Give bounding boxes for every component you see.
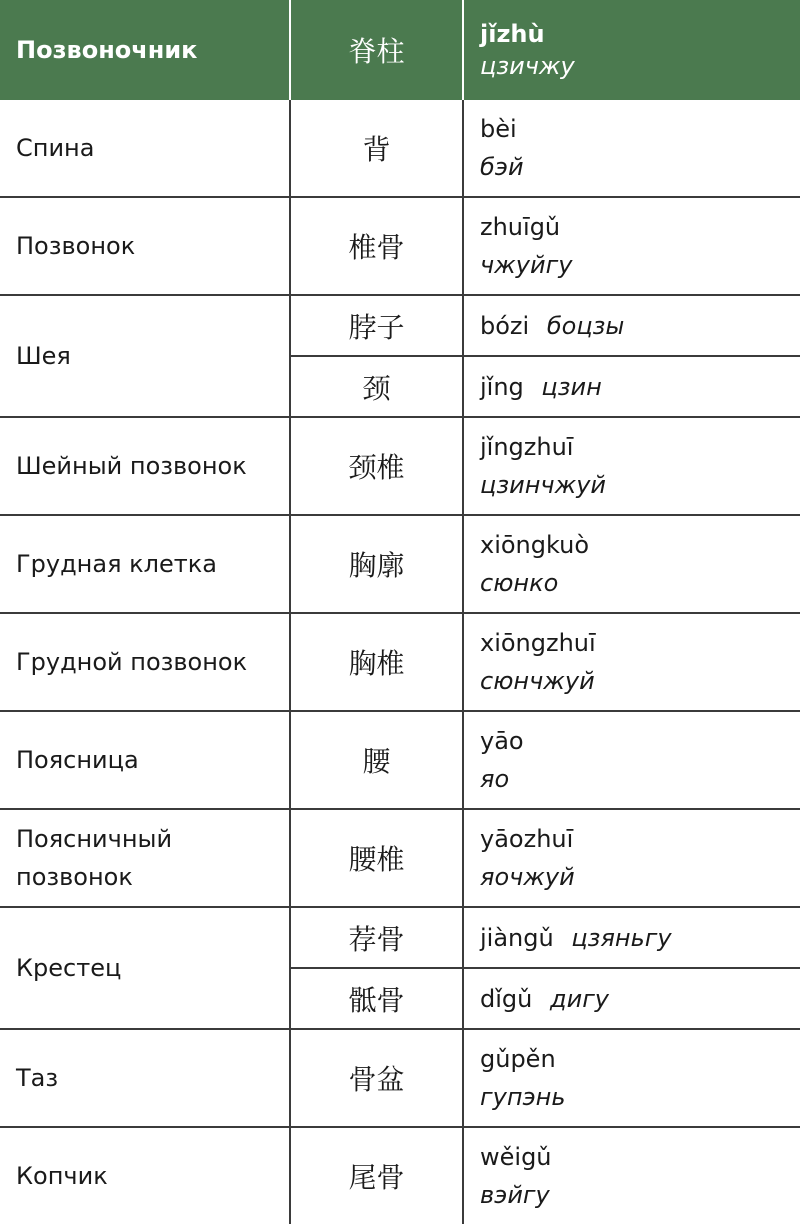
pinyin-cell — [463, 356, 800, 417]
header-pinyin: jǐzhù — [480, 20, 545, 48]
chinese-term: 颈椎 — [290, 417, 463, 515]
table-row — [0, 417, 800, 515]
transliteration: бэй — [480, 153, 524, 181]
pinyin: xiōngzhuī — [480, 629, 596, 657]
transliteration: гупэнь — [480, 1083, 566, 1111]
transliteration: дигу — [550, 984, 610, 1013]
pinyin-cell — [463, 809, 800, 907]
pinyin: gǔpěn — [480, 1045, 556, 1073]
russian-term: Шейный позвонок — [0, 417, 290, 515]
pinyin-cell — [463, 1127, 800, 1224]
chinese-term: 腰 — [290, 711, 463, 809]
chinese-term: 胸廓 — [290, 515, 463, 613]
header-chinese: 脊柱 — [290, 0, 463, 100]
pinyin: yāo — [480, 727, 524, 755]
transliteration: яо — [480, 765, 510, 793]
table-row — [0, 295, 800, 356]
table-row — [0, 711, 800, 809]
table-row — [0, 100, 800, 197]
transliteration: боцзы — [546, 311, 625, 340]
chinese-term: 尾骨 — [290, 1127, 463, 1224]
chinese-term: 背 — [290, 100, 463, 197]
chinese-term: 骶骨 — [290, 968, 463, 1029]
table-row — [0, 809, 800, 907]
chinese-term: 胸椎 — [290, 613, 463, 711]
pinyin: bèi — [480, 115, 517, 143]
table-row — [0, 197, 800, 295]
chinese-term: 脖子 — [290, 295, 463, 356]
header-russian: Позвоночник — [0, 0, 290, 100]
russian-term-line: позвонок — [16, 863, 133, 891]
transliteration: сюнчжуй — [480, 667, 595, 695]
russian-term: Грудная клетка — [0, 515, 290, 613]
russian-term — [0, 809, 290, 907]
transliteration: вэйгу — [480, 1181, 550, 1209]
pinyin: yāozhuī — [480, 825, 574, 853]
pinyin: zhuīgǔ — [480, 213, 561, 241]
pinyin-cell — [463, 1029, 800, 1127]
pinyin-cell — [463, 907, 800, 968]
table-row — [0, 515, 800, 613]
table-row — [0, 1127, 800, 1224]
header-transliteration: цзичжу — [480, 52, 575, 80]
russian-term: Копчик — [0, 1127, 290, 1224]
russian-term: Шея — [0, 295, 290, 417]
transliteration: цзинчжуй — [480, 471, 606, 499]
pinyin: jiàngǔ — [480, 923, 554, 952]
chinese-term: 骨盆 — [290, 1029, 463, 1127]
russian-term: Позвонок — [0, 197, 290, 295]
pinyin: xiōngkuò — [480, 531, 590, 559]
russian-term: Таз — [0, 1029, 290, 1127]
transliteration: яочжуй — [480, 863, 575, 891]
table-row — [0, 907, 800, 968]
chinese-term: 椎骨 — [290, 197, 463, 295]
russian-term: Грудной позвонок — [0, 613, 290, 711]
transliteration: чжуйгу — [480, 251, 573, 279]
pinyin-cell — [463, 515, 800, 613]
pinyin: jǐngzhuī — [480, 433, 574, 461]
pinyin-cell — [463, 295, 800, 356]
pinyin-cell — [463, 613, 800, 711]
transliteration: сюнко — [480, 569, 559, 597]
header-pinyin-cell — [463, 0, 800, 100]
pinyin: bózi — [480, 311, 530, 340]
pinyin-cell — [463, 100, 800, 197]
chinese-term: 腰椎 — [290, 809, 463, 907]
russian-term-line: Поясничный — [16, 825, 173, 853]
transliteration: цзин — [541, 372, 602, 401]
pinyin-cell — [463, 968, 800, 1029]
pinyin: dǐgǔ — [480, 984, 533, 1013]
pinyin: wěigǔ — [480, 1143, 552, 1171]
russian-term: Спина — [0, 100, 290, 197]
chinese-term: 荐骨 — [290, 907, 463, 968]
table-row — [0, 613, 800, 711]
russian-term: Крестец — [0, 907, 290, 1029]
table-row — [0, 1029, 800, 1127]
transliteration: цзяньгу — [571, 923, 672, 952]
header-row — [0, 0, 800, 100]
russian-term: Поясница — [0, 711, 290, 809]
pinyin-cell — [463, 711, 800, 809]
chinese-term: 颈 — [290, 356, 463, 417]
pinyin: jǐng — [480, 372, 524, 401]
pinyin-cell — [463, 417, 800, 515]
pinyin-cell — [463, 197, 800, 295]
